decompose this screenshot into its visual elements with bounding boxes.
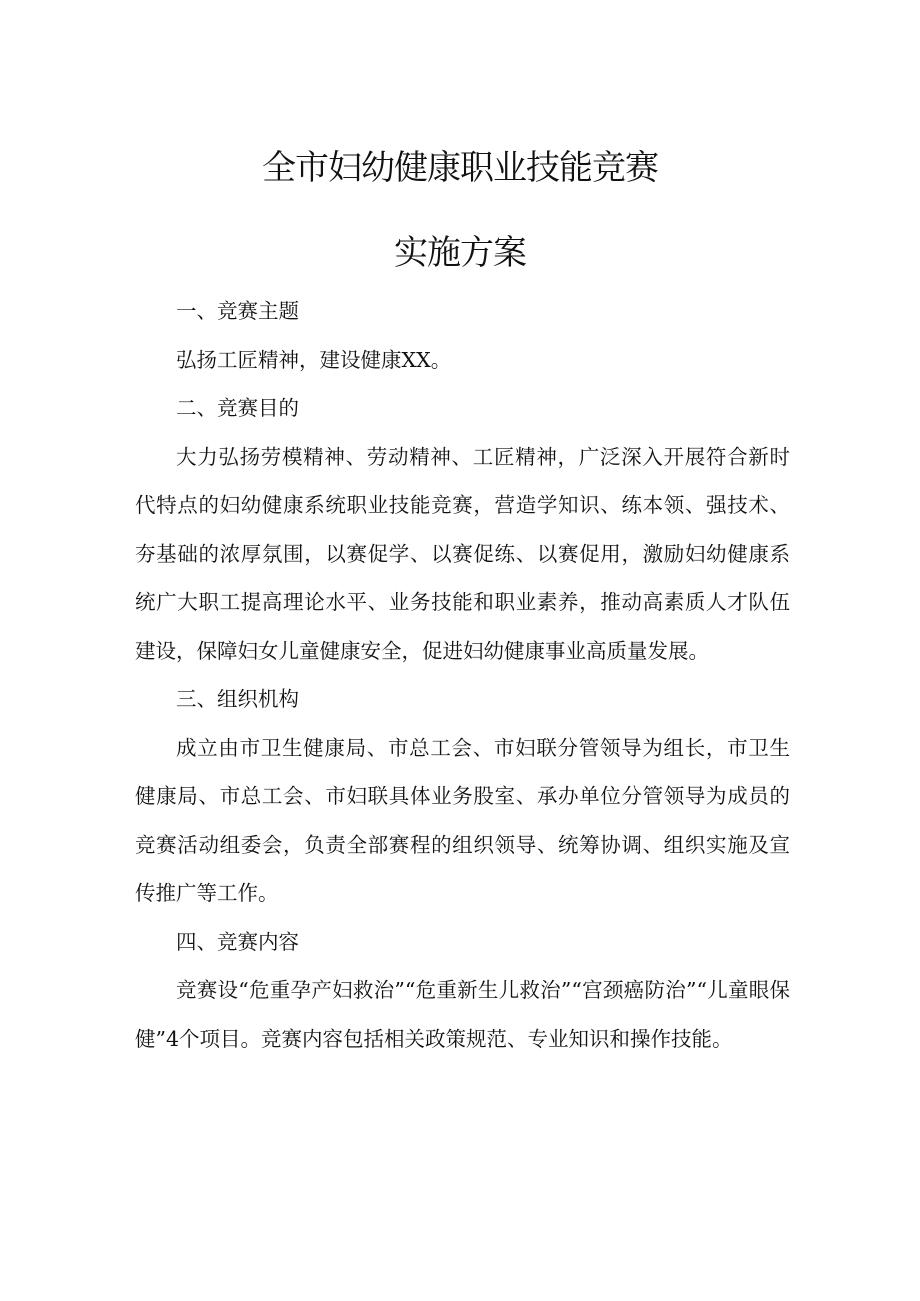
paragraph-organization: 成立由市卫生健康局、市总工会、市妇联分管领导为组长，市卫生健康局、市总工会、市妇联具体业务股室、承办单位分管领导为成员的竞赛活动组委会，负责全部赛程的组织领导、统筹协调、组织实施及宣传推广等工作。: [135, 735, 790, 905]
document-body: [135, 287, 790, 1063]
section-heading-theme: 一、竞赛主题: [176, 299, 299, 323]
paragraph-content: 竞赛设“危重孕产妇救治”“危重新生儿救治”“宫颈癌防治”“儿童眼保健”4个项目。竞赛内容包括相关政策规范、专业知识和操作技能。: [135, 978, 790, 1051]
paragraph-theme: 弘扬工匠精神，建设健康XX。: [176, 347, 452, 372]
document-title-line-1: 全市妇幼健康职业技能竞赛: [262, 148, 658, 188]
section-heading-content: 四、竞赛内容: [176, 929, 299, 954]
section-heading-purpose: 二、竞赛目的: [176, 396, 299, 420]
document-title-line-2: 实施方案: [394, 233, 526, 273]
section-heading-organization: 三、组织机构: [176, 687, 299, 711]
paragraph-purpose: 大力弘扬劳模精神、劳动精神、工匠精神，广泛深入开展符合新时代特点的妇幼健康系统职业技能竞赛，营造学知识、练本领、强技术、夯基础的浓厚氛围，以赛促学、以赛促练、以赛促用，激励妇幼健康系统广大职工提高理论水平、业务技能和职业素养，推动高素质人才队伍建设，保障妇女儿童健康安全，促进妇幼健康事业高质量发展。: [135, 444, 790, 663]
